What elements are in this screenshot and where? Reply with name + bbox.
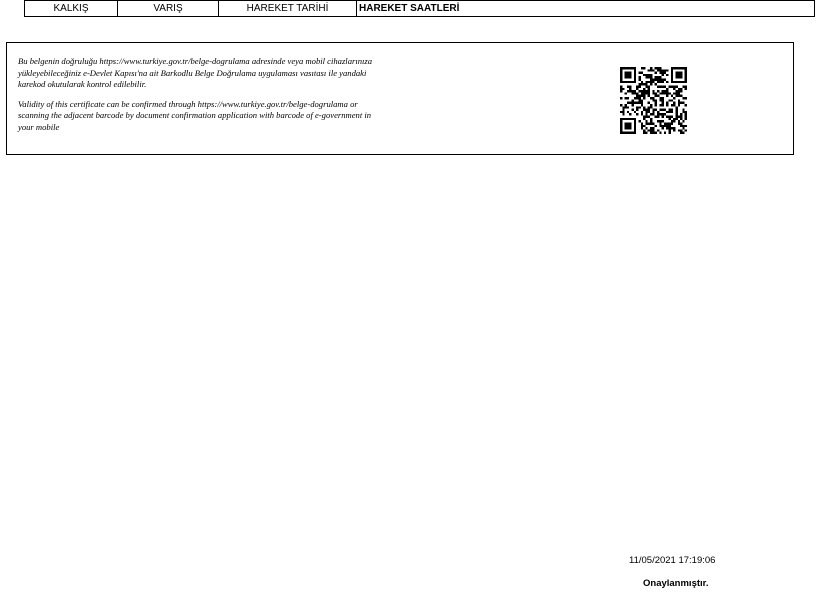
verification-text-english: Validity of this certificate can be confirmed through https://www.turkiye.gov.tr/belge-dogrulama or scanning the adjacent barcode by document confirmation application with barcode of e-government in your mobile xyxy=(18,98,372,132)
schedule-header-table xyxy=(24,0,815,17)
verification-text xyxy=(18,56,388,142)
departure-times-header: HAREKET SAATLERİ xyxy=(357,1,815,17)
approval-timestamp: 11/05/2021 17:19:06 xyxy=(629,555,716,566)
departure-header: KALKIŞ xyxy=(25,1,118,17)
approval-status: Onaylanmıştır. xyxy=(643,578,709,589)
verification-box xyxy=(6,42,794,155)
qr-code-icon xyxy=(620,67,687,134)
schedule-header-row xyxy=(25,1,815,17)
arrival-header: VARIŞ xyxy=(118,1,219,17)
verification-text-turkish: Bu belgenin doğruluğu https://www.turkiye.gov.tr/belge-dogrulama adresinde veya mobil cihazlarınıza yükleyebileceğiniz e-Devlet Kapısı'na ait Barkodlu Belge Doğrulama uygulaması vasıtası ile yandaki karekod okutularak kontrol edilebilir. xyxy=(18,56,373,90)
departure-date-header: HAREKET TARİHİ xyxy=(219,1,357,17)
